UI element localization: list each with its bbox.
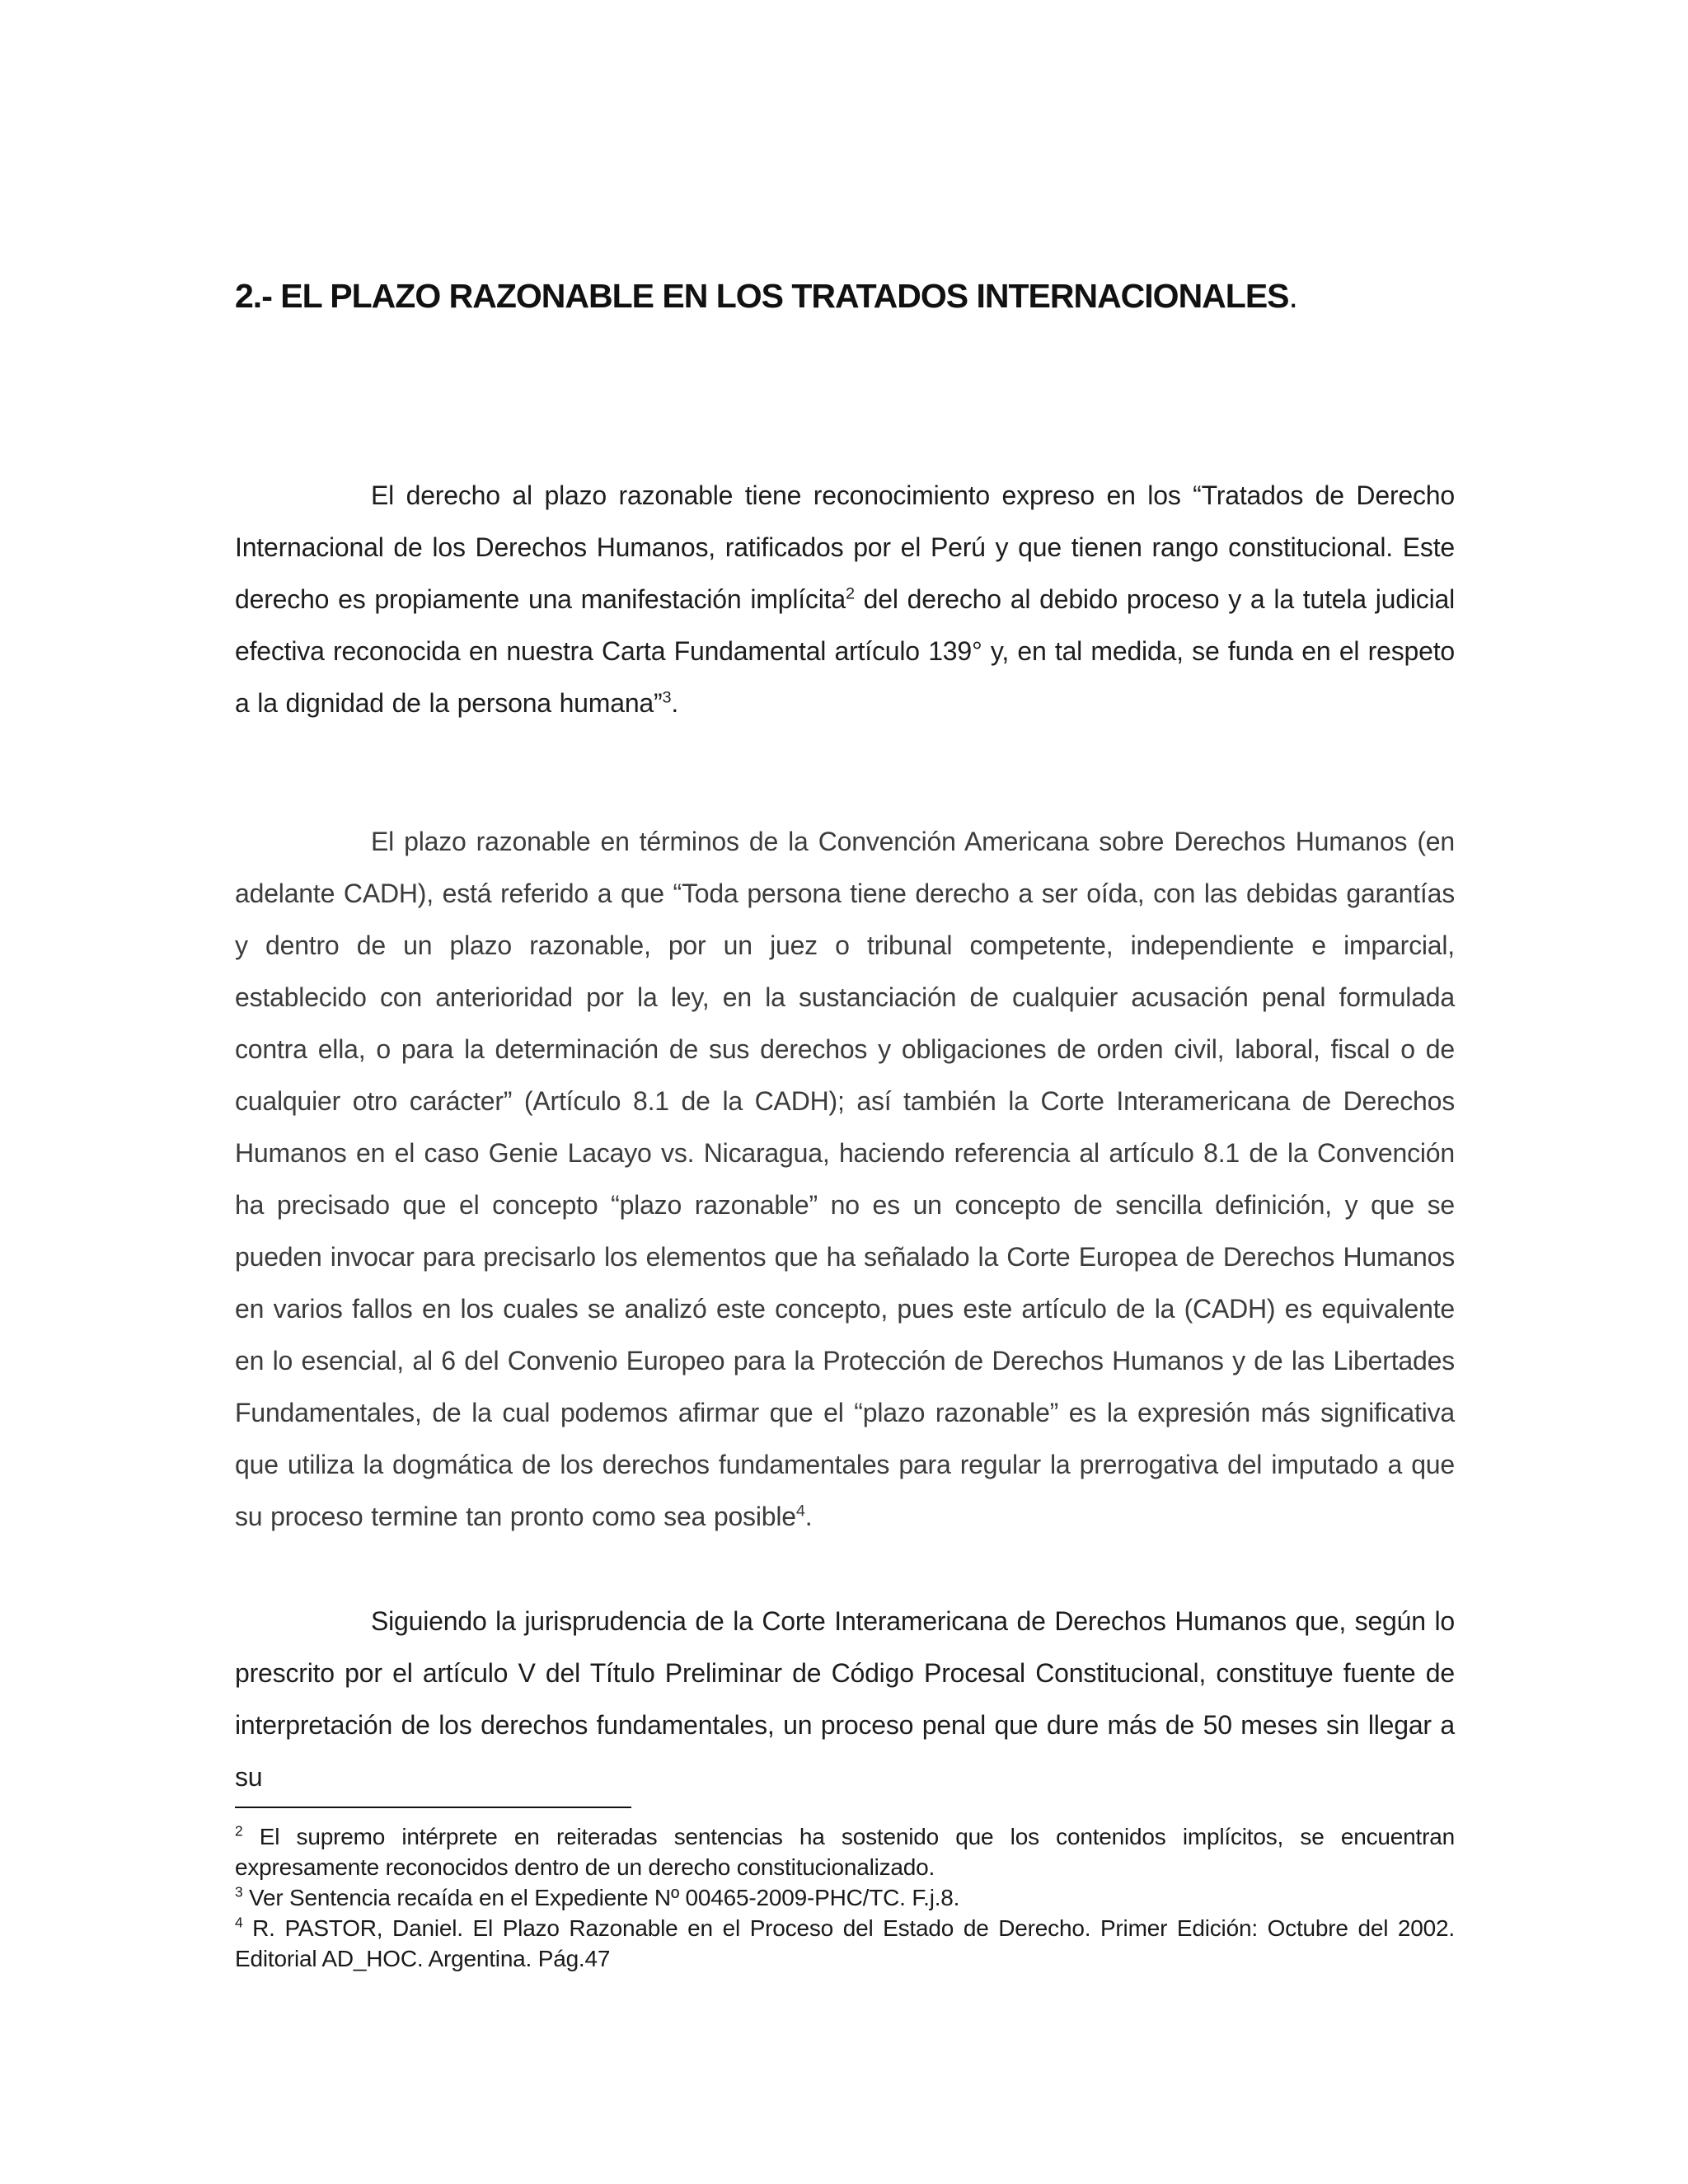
footnote-separator [235, 1807, 631, 1808]
paragraph-text: El derecho al plazo razonable tiene reconocimiento expreso en los “Tratados de Derecho Internacional de los Derechos Humanos, ratificados por el Perú y que tienen rango constitucional. Este derecho es propiamente una manifestación implícita [235, 480, 1455, 614]
paragraph-text: El plazo razonable en términos de la Convención Americana sobre Derechos Humanos (en adelante CADH), está referido a que “Toda persona tiene derecho a ser oída, con las debidas garantías y dentro de un plazo razonable, por un juez o tribunal competente, independiente e imparcial, establecido con anterioridad por la ley, en la sustanciación de cualquier acusación penal formulada contra ella, o para la determinación de sus derechos y obligaciones de orden civil, laboral, fiscal o de cualquier otro carácter” (Artículo 8.1 de la CADH); así también la Corte Interamericana de Derechos Humanos en el caso Genie Lacayo vs. Nicaragua, haciendo referencia al artículo 8.1 de la Convención ha precisado que el concepto “plazo razonable” no es un concepto de sencilla definición, y que se pueden invocar para precisarlo los elementos que ha señalado la Corte Europea de Derechos Humanos en varios fallos en los cuales se analizó este concepto, pues este artículo de la (CADH) es equivalente en lo esencial, al 6 del Convenio Europeo para la Protección de Derechos Humanos y de las Libertades Fundamentales, de la cual podemos afirmar que el “plazo razonable” es la expresión más significativa que utiliza la dogmática de los derechos fundamentales para regular la prerrogativa del imputado a que su proceso termine tan pronto como sea posible [235, 827, 1455, 1531]
paragraph-jurisprudencia [235, 1596, 1455, 1803]
paragraph-plazo-razonable-reconocimiento [235, 470, 1455, 729]
footnote-3 [235, 1882, 1455, 1913]
section-heading-period: . [1288, 277, 1297, 315]
footnote-number: 3 [235, 1883, 243, 1900]
footnote-number: 4 [235, 1914, 243, 1931]
section-heading [235, 275, 1455, 316]
footnote-text: R. PASTOR, Daniel. El Plazo Razonable en el Proceso del Estado de Derecho. Primer Edición: Octubre del 2002. Editorial AD_HOC. Argentina. Pág.47 [235, 1915, 1455, 1971]
footnote-ref-4: 4 [795, 1502, 805, 1521]
section-heading-text: 2.- EL PLAZO RAZONABLE EN LOS TRATADOS INTERNACIONALES [235, 277, 1289, 315]
footnote-ref-3: 3 [662, 688, 672, 707]
paragraph-text: . [671, 688, 679, 718]
footnote-text: El supremo intérprete en reiteradas sentencias ha sostenido que los contenidos implícitos, se encuentran expresamente reconocidos dentro de un derecho constitucionalizado. [235, 1824, 1455, 1880]
paragraph-cadh [235, 816, 1455, 1543]
paragraph-text: Siguiendo la jurisprudencia de la Corte Interamericana de Derechos Humanos que, según lo prescrito por el artículo V del Título Preliminar de Código Procesal Constitucional, constituye fuente de interpretación de los derechos fundamentales, un proceso penal que dure más de 50 meses sin llegar a su [235, 1606, 1455, 1792]
footnote-ref-2: 2 [845, 584, 855, 603]
footnote-2 [235, 1821, 1455, 1882]
footnote-4 [235, 1913, 1455, 1974]
paragraph-text: del derecho al debido proceso y a la tutela judicial efectiva reconocida en nuestra Carta Fundamental artículo 139° y, en tal medida, se funda en el respeto a la dignidad de la persona humana” [235, 584, 1455, 718]
paragraph-text: . [804, 1502, 813, 1531]
footnote-text: Ver Sentencia recaída en el Expediente Nº 00465-2009-PHC/TC. F.j.8. [242, 1885, 960, 1910]
footnotes [235, 1821, 1455, 1974]
document-page [235, 0, 1455, 2184]
footnote-number: 2 [235, 1822, 243, 1840]
